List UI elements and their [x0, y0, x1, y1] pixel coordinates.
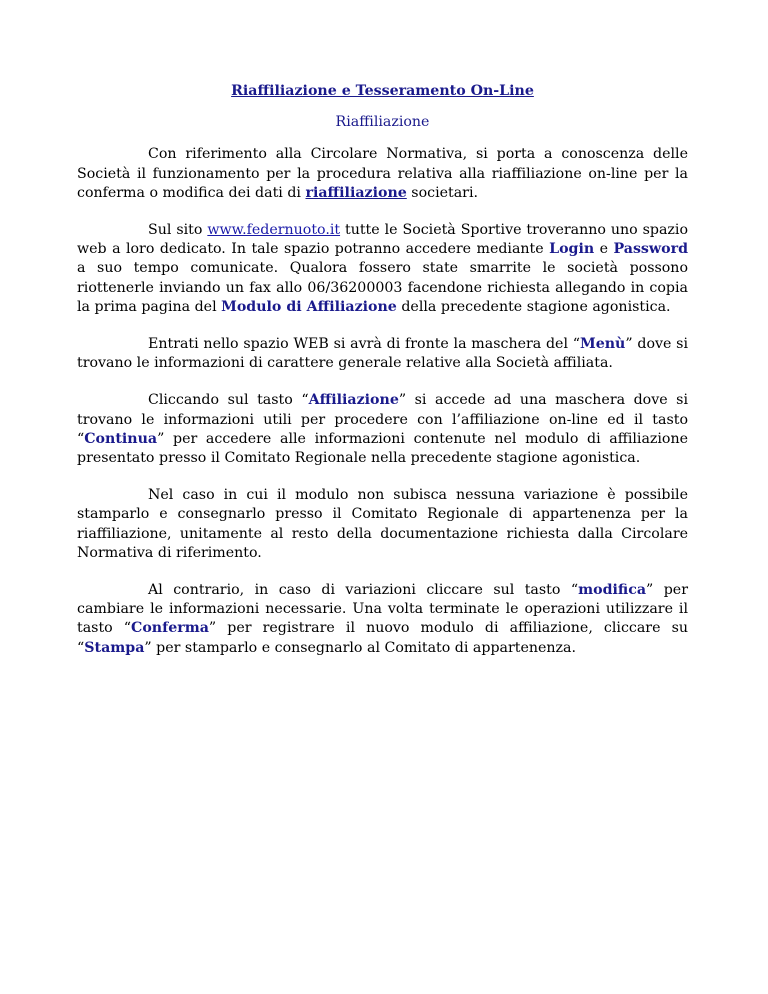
paragraph-website — [77, 221, 688, 317]
paragraph-text: societari. — [406, 184, 478, 201]
keyword-affiliazione: Affiliazione — [308, 392, 399, 409]
document-body — [77, 82, 688, 676]
paragraph-intro — [77, 145, 688, 203]
paragraph-text: ” per registrare il nuovo modulo di affiliazione, cliccare su “ — [77, 620, 688, 656]
paragraph-text: Entrati nello spazio WEB si avrà di fronte la maschera del “ — [148, 336, 580, 353]
keyword-continua: Continua — [84, 430, 158, 447]
paragraph-text: ” per cambiare le informazioni necessarie. Una volta terminate le operazioni utilizzare il tasto “ — [77, 582, 688, 637]
paragraph-text: ” per stamparlo e consegnarlo al Comitato di appartenenza. — [144, 639, 576, 656]
paragraph-text: ” dove si trovano le informazioni di carattere generale relative alla Società affiliata. — [77, 336, 688, 372]
paragraph-text: tutte le Società Sportive troveranno uno spazio web a loro dedicato. In tale spazio potranno accedere mediante — [77, 222, 688, 258]
keyword-password: Password — [613, 241, 688, 258]
paragraph-text: della precedente stagione agonistica. — [396, 298, 671, 315]
document-subtitle: Riaffiliazione — [335, 114, 430, 131]
federnuoto-link[interactable]: www.federnuoto.it — [207, 222, 341, 239]
paragraph-text: Nel caso in cui il modulo non subisca nessuna variazione è possibile stamparlo e consegnarlo presso il Comitato Regionale di appartenenza per la riaffiliazione, unitamente al resto della documentazione richiesta dalla Circolare Normativa di riferimento. — [77, 487, 688, 561]
paragraph-text: ” per accedere alle informazioni contenute nel modulo di affiliazione presentato presso il Comitato Regionale nella precedente stagione agonistica. — [77, 430, 688, 467]
keyword-stampa: Stampa — [84, 639, 145, 656]
paragraph-text: Sul sito — [148, 222, 208, 239]
keyword-riaffiliazione: riaffiliazione — [305, 184, 407, 201]
paragraph-no-variation — [77, 486, 688, 563]
paragraph-menu — [77, 335, 688, 373]
document-title: Riaffiliazione e Tesseramento On-Line — [231, 83, 534, 99]
paragraph-text: Con riferimento alla Circolare Normativa, si porta a conoscenza delle Società il funzionamento per la procedura relativa alla riaffiliazione on-line per la conferma o modifica dei dati di — [77, 146, 688, 201]
paragraph-text: Cliccando sul tasto “ — [148, 392, 309, 409]
keyword-menu: Menù — [580, 336, 626, 353]
paragraph-variations — [77, 581, 688, 658]
paragraph-affiliazione — [77, 391, 688, 468]
keyword-modulo-affiliazione: Modulo di Affiliazione — [221, 298, 397, 315]
keyword-login: Login — [549, 241, 595, 258]
paragraph-text: e — [594, 241, 614, 258]
keyword-modifica: modifica — [578, 582, 647, 599]
paragraph-text: a suo tempo comunicate. Qualora fossero state smarrite le società possono riottenerle inviando un fax allo 06/36200003 facendone richiesta allegando in copia la prima pagina del — [77, 260, 688, 315]
keyword-conferma: Conferma — [131, 620, 209, 637]
paragraph-text: ” si accede ad una maschera dove si trovano le informazioni utili per procedere con l’affiliazione on-line ed il tasto “ — [77, 392, 688, 447]
paragraph-text: Al contrario, in caso di variazioni cliccare sul tasto “ — [148, 582, 579, 599]
